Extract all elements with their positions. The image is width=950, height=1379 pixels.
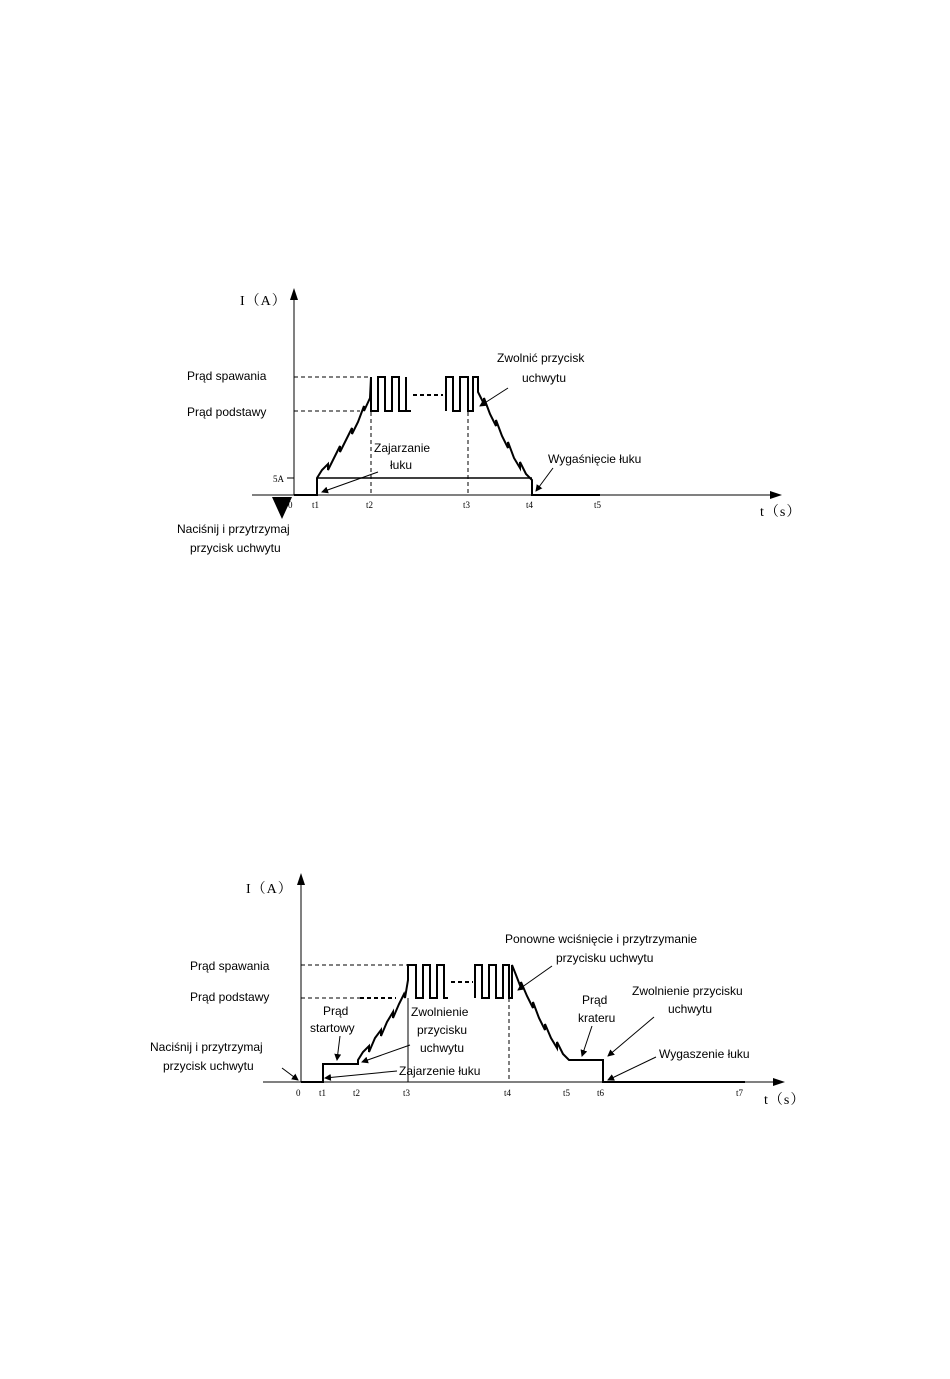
arrow-ignite <box>322 472 378 492</box>
arrow2-repress <box>518 966 552 990</box>
tick2-t7: t7 <box>736 1088 744 1098</box>
tick2-0: 0 <box>296 1088 301 1098</box>
arrow2-press <box>282 1068 298 1080</box>
annotation2-repress-line1: Ponowne wciśnięcie i przytrzymanie <box>505 932 698 946</box>
annotation2-ignite: Zajarzenie łuku <box>399 1064 481 1078</box>
annotation2-start-line1: Prąd <box>323 1004 349 1018</box>
annotation2-release-line1: Zwolnienie <box>411 1005 469 1019</box>
y-axis-2-label: I（A） <box>246 882 293 897</box>
annotation-press-line2: przycisk uchwytu <box>190 541 281 555</box>
arrow-release <box>480 388 508 406</box>
tick2-t4: t4 <box>504 1088 512 1098</box>
level-label-welding: Prąd spawania <box>187 369 267 383</box>
y-axis-label: I（A） <box>240 294 287 309</box>
annotation2-crater-line2: krateru <box>578 1011 616 1025</box>
arrow2-ignite <box>325 1071 397 1078</box>
arrow2-start <box>337 1036 340 1060</box>
annotation-press-line1: Naciśnij i przytrzymaj <box>177 522 290 536</box>
tick-t4: t4 <box>526 500 534 510</box>
level-label-5a: 5A <box>273 474 284 484</box>
x-axis-arrowhead <box>770 491 782 499</box>
annotation2-release-line2: przycisku <box>417 1023 468 1037</box>
x-axis-2-label: t（s） <box>764 1093 806 1108</box>
annotation-release-line1: Zwolnić przycisk <box>497 351 585 365</box>
tick-0: 0 <box>288 500 293 510</box>
annotation2-start-line2: startowy <box>310 1021 355 1035</box>
annotation2-crater-line1: Prąd <box>582 993 608 1007</box>
arrow-extinguish <box>536 468 553 491</box>
x-axis-label: t（s） <box>760 505 802 520</box>
annotation2-repress-line2: przycisku uchwytu <box>556 951 654 965</box>
annotation-release-line2: uchwytu <box>522 371 567 385</box>
diagram-2 <box>150 873 805 1108</box>
tick2-t3: t3 <box>403 1088 411 1098</box>
tick-t1: t1 <box>312 500 320 510</box>
y-axis-2-arrowhead <box>297 873 305 885</box>
annotation2-release2-line1: Zwolnienie przycisku <box>632 984 743 998</box>
tick-t2: t2 <box>366 500 374 510</box>
tick-t3: t3 <box>463 500 471 510</box>
annotation2-press-line1: Naciśnij i przytrzymaj <box>150 1040 263 1054</box>
annotation-ignite-line2: łuku <box>390 458 413 472</box>
level-label-base: Prąd podstawy <box>187 405 267 419</box>
annotation2-release2-line2: uchwytu <box>668 1002 713 1016</box>
tick2-t5: t5 <box>563 1088 571 1098</box>
annotation2-release-line3: uchwytu <box>420 1041 465 1055</box>
annotation-extinguish: Wygaśnięcie łuku <box>548 452 642 466</box>
x-axis-2-arrowhead <box>773 1078 785 1086</box>
tick2-t2: t2 <box>353 1088 361 1098</box>
level2-label-welding: Prąd spawania <box>190 959 270 973</box>
annotation-ignite-line1: Zajarzanie <box>374 441 431 455</box>
tick2-t6: t6 <box>597 1088 605 1098</box>
annotation2-press-line2: przycisk uchwytu <box>163 1059 254 1073</box>
level2-label-base: Prąd podstawy <box>190 990 270 1004</box>
annotation2-extinguish: Wygaszenie łuku <box>659 1047 750 1061</box>
y-axis-arrowhead <box>290 288 298 300</box>
arrow2-crater <box>582 1026 592 1056</box>
arrow2-extinguish <box>608 1057 656 1080</box>
tick-t5: t5 <box>594 500 602 510</box>
diagram-1 <box>177 288 801 555</box>
tick2-t1: t1 <box>319 1088 327 1098</box>
